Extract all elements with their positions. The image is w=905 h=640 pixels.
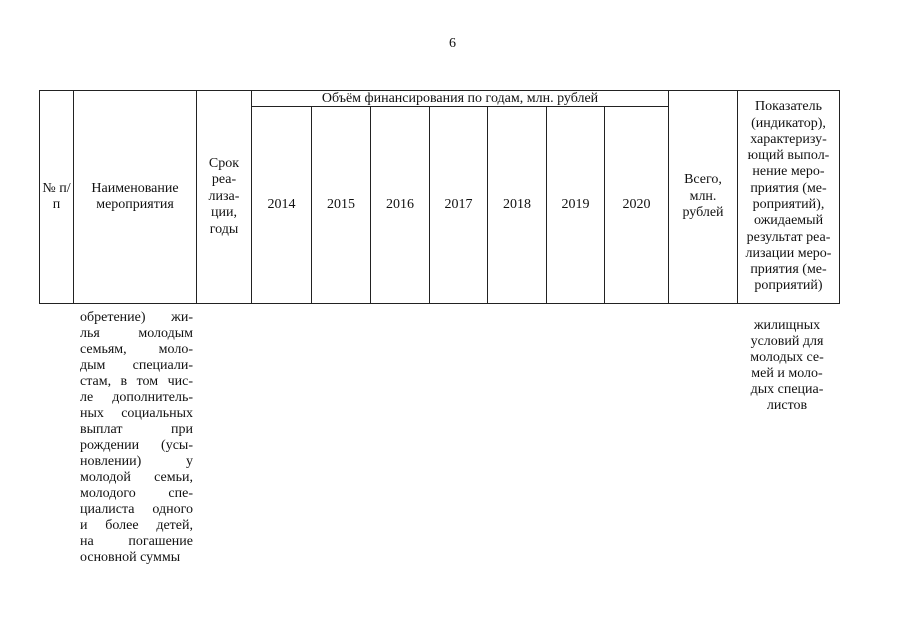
text-line: семьям, моло- [80, 342, 193, 357]
text-line: жилищных [753, 318, 821, 333]
text-line: мей и моло- [751, 366, 823, 381]
text-line: стам, в том чис- [80, 374, 193, 389]
text-line: ле дополнитель- [80, 390, 193, 405]
header-year: 2019 [547, 107, 605, 304]
indicator-continuation [735, 318, 839, 414]
header-number: № п/п [40, 91, 74, 304]
header-year: 2015 [312, 107, 371, 304]
header-year: 2016 [371, 107, 430, 304]
header-indicator: Показатель (индикатор), характеризу-ющий выпол-нение меро-приятия (ме-роприятий), ожидаемый результат реа-лизации меро-приятия (ме-роприятий) [738, 91, 840, 304]
text-line: условий для [750, 334, 824, 349]
page-number: 6 [449, 36, 456, 51]
header-name: Наименование мероприятия [74, 91, 197, 304]
text-line: молодого спе- [80, 486, 193, 501]
text-line: ных социальных [80, 406, 193, 421]
text-line: дым специали- [80, 358, 193, 373]
header-year: 2017 [430, 107, 488, 304]
name-continuation [80, 310, 193, 566]
header-year: 2020 [605, 107, 669, 304]
text-line: молодой семьи, [80, 470, 193, 485]
text-line: дых специа- [750, 382, 824, 397]
text-line: выплат при [80, 422, 193, 437]
funding-table [39, 90, 840, 304]
text-line: и более детей, [80, 518, 193, 533]
header-year: 2014 [252, 107, 312, 304]
text-line: основной суммы [80, 550, 181, 565]
text-line: новлении) у [80, 454, 193, 469]
header-year: 2018 [488, 107, 547, 304]
header-funding-group: Объём финансирования по годам, млн. рублей [252, 91, 669, 107]
header-total: Всего, млн. рублей [669, 91, 738, 304]
text-line: на погашение [80, 534, 193, 549]
text-line: молодых се- [750, 350, 824, 365]
text-line: рождении (усы- [80, 438, 193, 453]
text-line: обретение) жи- [80, 310, 193, 325]
text-line: лья молодым [80, 326, 193, 341]
text-line: циалиста одного [80, 502, 193, 517]
text-line: листов [766, 398, 808, 413]
header-term: Срок реа-лиза-ции, годы [197, 91, 252, 304]
